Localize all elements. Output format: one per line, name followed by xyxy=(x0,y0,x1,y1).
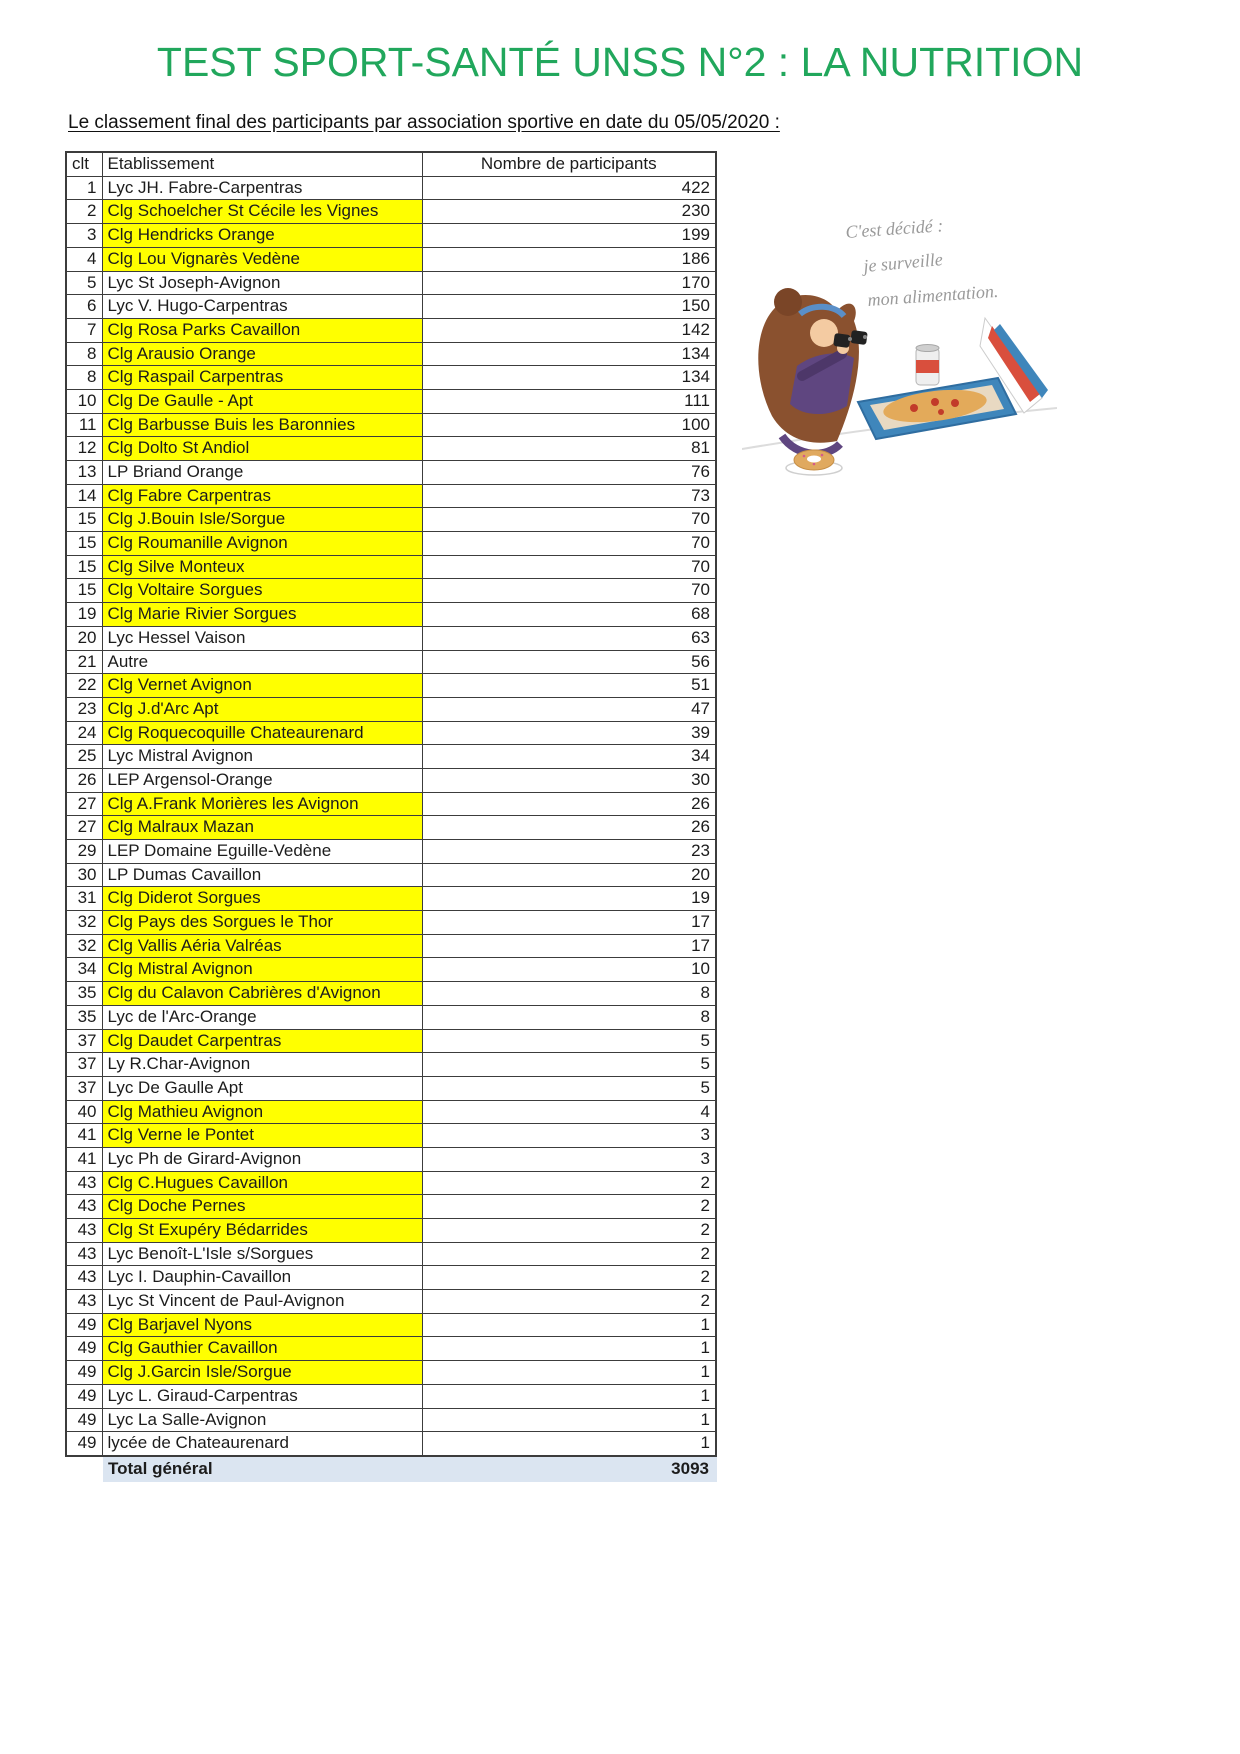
count-cell: 1 xyxy=(422,1361,716,1385)
table-row xyxy=(66,1195,716,1219)
name-cell: Lyc Mistral Avignon xyxy=(102,745,422,769)
table-row xyxy=(66,721,716,745)
name-cell: Clg J.d'Arc Apt xyxy=(102,697,422,721)
rank-cell: 29 xyxy=(66,840,102,864)
name-cell: Clg J.Bouin Isle/Sorgue xyxy=(102,508,422,532)
count-cell: 2 xyxy=(422,1290,716,1314)
name-cell: Clg Vernet Avignon xyxy=(102,674,422,698)
name-cell: Clg Voltaire Sorgues xyxy=(102,579,422,603)
svg-text:mon alimentation.: mon alimentation. xyxy=(866,280,999,310)
table-row xyxy=(66,603,716,627)
count-cell: 56 xyxy=(422,650,716,674)
count-cell: 51 xyxy=(422,674,716,698)
name-cell: LEP Domaine Eguille-Vedène xyxy=(102,840,422,864)
rank-cell: 15 xyxy=(66,532,102,556)
table-row xyxy=(66,366,716,390)
name-cell: Clg Marie Rivier Sorgues xyxy=(102,603,422,627)
name-cell: Clg Schoelcher St Cécile les Vignes xyxy=(102,200,422,224)
name-cell: Clg Dolto St Andiol xyxy=(102,437,422,461)
name-cell: Clg Mistral Avignon xyxy=(102,958,422,982)
rank-cell: 32 xyxy=(66,934,102,958)
count-cell: 1 xyxy=(422,1384,716,1408)
table-row xyxy=(66,579,716,603)
table-row xyxy=(66,745,716,769)
count-cell: 19 xyxy=(422,887,716,911)
table-row xyxy=(66,863,716,887)
rank-cell: 43 xyxy=(66,1171,102,1195)
count-cell: 1 xyxy=(422,1337,716,1361)
girl-with-binoculars-icon xyxy=(758,288,867,454)
rank-cell: 35 xyxy=(66,1005,102,1029)
table-row xyxy=(66,1147,716,1171)
name-cell: Clg Hendricks Orange xyxy=(102,224,422,248)
table-row xyxy=(66,840,716,864)
name-cell: Clg Vallis Aéria Valréas xyxy=(102,934,422,958)
name-cell: Clg Mathieu Avignon xyxy=(102,1100,422,1124)
count-cell: 134 xyxy=(422,366,716,390)
table-row xyxy=(66,461,716,485)
table-row xyxy=(66,200,716,224)
table-row xyxy=(66,792,716,816)
name-cell: Clg Doche Pernes xyxy=(102,1195,422,1219)
col-header-etablissement: Etablissement xyxy=(102,152,422,176)
count-cell: 2 xyxy=(422,1219,716,1243)
col-header-participants: Nombre de participants xyxy=(422,152,716,176)
count-cell: 10 xyxy=(422,958,716,982)
rank-cell: 25 xyxy=(66,745,102,769)
total-row-fill xyxy=(103,1457,717,1482)
table-row xyxy=(66,816,716,840)
count-cell: 199 xyxy=(422,224,716,248)
name-cell: Clg Barbusse Buis les Baronnies xyxy=(102,413,422,437)
table-row xyxy=(66,697,716,721)
name-cell: Clg Arausio Orange xyxy=(102,342,422,366)
donut-icon xyxy=(786,450,842,475)
count-cell: 70 xyxy=(422,508,716,532)
name-cell: Clg St Exupéry Bédarrides xyxy=(102,1219,422,1243)
count-cell: 422 xyxy=(422,176,716,200)
name-cell: Lyc La Salle-Avignon xyxy=(102,1408,422,1432)
rank-cell: 49 xyxy=(66,1361,102,1385)
total-row-spacer xyxy=(65,1457,103,1482)
count-cell: 68 xyxy=(422,603,716,627)
count-cell: 26 xyxy=(422,792,716,816)
rank-cell: 27 xyxy=(66,816,102,840)
table-row xyxy=(66,1361,716,1385)
table-row xyxy=(66,271,716,295)
table-row xyxy=(66,1076,716,1100)
name-cell: Lyc JH. Fabre-Carpentras xyxy=(102,176,422,200)
svg-text:je surveille: je surveille xyxy=(862,249,944,276)
count-cell: 186 xyxy=(422,247,716,271)
name-cell: Lyc de l'Arc-Orange xyxy=(102,1005,422,1029)
count-cell: 230 xyxy=(422,200,716,224)
name-cell: LP Dumas Cavaillon xyxy=(102,863,422,887)
rank-cell: 1 xyxy=(66,176,102,200)
rank-cell: 41 xyxy=(66,1147,102,1171)
rank-cell: 31 xyxy=(66,887,102,911)
count-cell: 70 xyxy=(422,555,716,579)
count-cell: 39 xyxy=(422,721,716,745)
name-cell: Clg Lou Vignarès Vedène xyxy=(102,247,422,271)
count-cell: 63 xyxy=(422,626,716,650)
total-value: 3093 xyxy=(671,1459,709,1479)
name-cell: Lyc V. Hugo-Carpentras xyxy=(102,295,422,319)
table-row xyxy=(66,1053,716,1077)
count-cell: 142 xyxy=(422,318,716,342)
name-cell: Lyc Hessel Vaison xyxy=(102,626,422,650)
col-header-clt: clt xyxy=(66,152,102,176)
table-row xyxy=(66,1242,716,1266)
rank-cell: 43 xyxy=(66,1219,102,1243)
rank-cell: 12 xyxy=(66,437,102,461)
table-row xyxy=(66,1100,716,1124)
table-row xyxy=(66,650,716,674)
table-row xyxy=(66,626,716,650)
name-cell: Ly R.Char-Avignon xyxy=(102,1053,422,1077)
rank-cell: 21 xyxy=(66,650,102,674)
count-cell: 3 xyxy=(422,1147,716,1171)
table-row xyxy=(66,1384,716,1408)
table-row xyxy=(66,532,716,556)
table-row xyxy=(66,295,716,319)
table-row xyxy=(66,1124,716,1148)
count-cell: 30 xyxy=(422,768,716,792)
rank-cell: 49 xyxy=(66,1337,102,1361)
rank-cell: 5 xyxy=(66,271,102,295)
rank-cell: 8 xyxy=(66,342,102,366)
table-row xyxy=(66,437,716,461)
rank-cell: 14 xyxy=(66,484,102,508)
table-row xyxy=(66,555,716,579)
rank-cell: 37 xyxy=(66,1029,102,1053)
name-cell: Clg Gauthier Cavaillon xyxy=(102,1337,422,1361)
rank-cell: 24 xyxy=(66,721,102,745)
rank-cell: 15 xyxy=(66,579,102,603)
name-cell: Clg C.Hugues Cavaillon xyxy=(102,1171,422,1195)
rank-cell: 7 xyxy=(66,318,102,342)
name-cell: Clg Roquecoquille Chateaurenard xyxy=(102,721,422,745)
pizza-box-icon xyxy=(858,318,1048,439)
table-row xyxy=(66,342,716,366)
name-cell: Clg Roumanille Avignon xyxy=(102,532,422,556)
table-row xyxy=(66,982,716,1006)
count-cell: 2 xyxy=(422,1171,716,1195)
rank-cell: 41 xyxy=(66,1124,102,1148)
count-cell: 111 xyxy=(422,389,716,413)
table-row xyxy=(66,934,716,958)
rank-cell: 27 xyxy=(66,792,102,816)
rank-cell: 19 xyxy=(66,603,102,627)
rank-cell: 43 xyxy=(66,1242,102,1266)
name-cell: Lyc Benoît-L'Isle s/Sorgues xyxy=(102,1242,422,1266)
count-cell: 100 xyxy=(422,413,716,437)
total-label: Total général xyxy=(108,1459,213,1479)
total-row xyxy=(65,1457,717,1482)
table-row xyxy=(66,1005,716,1029)
count-cell: 134 xyxy=(422,342,716,366)
rank-cell: 32 xyxy=(66,911,102,935)
rank-cell: 11 xyxy=(66,413,102,437)
rank-cell: 49 xyxy=(66,1384,102,1408)
rank-cell: 49 xyxy=(66,1313,102,1337)
rank-cell: 8 xyxy=(66,366,102,390)
illustration xyxy=(742,206,1057,501)
name-cell: LP Briand Orange xyxy=(102,461,422,485)
table-row xyxy=(66,1290,716,1314)
rank-cell: 3 xyxy=(66,224,102,248)
rank-cell: 20 xyxy=(66,626,102,650)
name-cell: Lyc I. Dauphin-Cavaillon xyxy=(102,1266,422,1290)
rank-cell: 6 xyxy=(66,295,102,319)
rank-cell: 43 xyxy=(66,1266,102,1290)
name-cell: Lyc St Vincent de Paul-Avignon xyxy=(102,1290,422,1314)
name-cell: Clg Diderot Sorgues xyxy=(102,887,422,911)
ranking-table xyxy=(65,151,717,1457)
page-title: TEST SPORT-SANTÉ UNSS N°2 : LA NUTRITION xyxy=(156,39,1084,85)
rank-cell: 15 xyxy=(66,508,102,532)
table-row xyxy=(66,224,716,248)
name-cell: Clg A.Frank Morières les Avignon xyxy=(102,792,422,816)
name-cell: Clg Fabre Carpentras xyxy=(102,484,422,508)
name-cell: Clg Pays des Sorgues le Thor xyxy=(102,911,422,935)
name-cell: Lyc De Gaulle Apt xyxy=(102,1076,422,1100)
rank-cell: 43 xyxy=(66,1195,102,1219)
name-cell: lycée de Chateaurenard xyxy=(102,1432,422,1456)
count-cell: 17 xyxy=(422,911,716,935)
table-row xyxy=(66,911,716,935)
table-row xyxy=(66,887,716,911)
rank-cell: 49 xyxy=(66,1432,102,1456)
count-cell: 1 xyxy=(422,1313,716,1337)
rank-cell: 43 xyxy=(66,1290,102,1314)
table-row xyxy=(66,768,716,792)
table-row xyxy=(66,958,716,982)
rank-cell: 37 xyxy=(66,1076,102,1100)
subtitle: Le classement final des participants par association sportive en date du 05/05/2020 : xyxy=(68,112,780,134)
name-cell: Clg Daudet Carpentras xyxy=(102,1029,422,1053)
rank-cell: 26 xyxy=(66,768,102,792)
table-row xyxy=(66,318,716,342)
table-row xyxy=(66,176,716,200)
rank-cell: 35 xyxy=(66,982,102,1006)
rank-cell: 22 xyxy=(66,674,102,698)
name-cell: Clg Raspail Carpentras xyxy=(102,366,422,390)
name-cell: Clg De Gaulle - Apt xyxy=(102,389,422,413)
table-row xyxy=(66,389,716,413)
name-cell: Clg Barjavel Nyons xyxy=(102,1313,422,1337)
count-cell: 3 xyxy=(422,1124,716,1148)
name-cell: Clg du Calavon Cabrières d'Avignon xyxy=(102,982,422,1006)
rank-cell: 15 xyxy=(66,555,102,579)
rank-cell: 10 xyxy=(66,389,102,413)
count-cell: 4 xyxy=(422,1100,716,1124)
count-cell: 1 xyxy=(422,1408,716,1432)
table-row xyxy=(66,1171,716,1195)
count-cell: 76 xyxy=(422,461,716,485)
table-row xyxy=(66,1266,716,1290)
name-cell: Clg Rosa Parks Cavaillon xyxy=(102,318,422,342)
count-cell: 70 xyxy=(422,579,716,603)
table-row xyxy=(66,1219,716,1243)
svg-text:C'est décidé :: C'est décidé : xyxy=(844,215,944,242)
count-cell: 5 xyxy=(422,1029,716,1053)
name-cell: Lyc St Joseph-Avignon xyxy=(102,271,422,295)
count-cell: 5 xyxy=(422,1076,716,1100)
count-cell: 1 xyxy=(422,1432,716,1456)
count-cell: 150 xyxy=(422,295,716,319)
table-row xyxy=(66,1029,716,1053)
soda-can-icon xyxy=(916,345,939,386)
rank-cell: 13 xyxy=(66,461,102,485)
count-cell: 2 xyxy=(422,1242,716,1266)
count-cell: 8 xyxy=(422,1005,716,1029)
count-cell: 26 xyxy=(422,816,716,840)
name-cell: Lyc L. Giraud-Carpentras xyxy=(102,1384,422,1408)
rank-cell: 23 xyxy=(66,697,102,721)
table-header-row xyxy=(66,152,716,176)
rank-cell: 40 xyxy=(66,1100,102,1124)
count-cell: 47 xyxy=(422,697,716,721)
table-body xyxy=(66,176,716,1456)
table-row xyxy=(66,413,716,437)
count-cell: 20 xyxy=(422,863,716,887)
name-cell: Lyc Ph de Girard-Avignon xyxy=(102,1147,422,1171)
table-row xyxy=(66,1337,716,1361)
table-row xyxy=(66,1432,716,1456)
rank-cell: 2 xyxy=(66,200,102,224)
rank-cell: 4 xyxy=(66,247,102,271)
count-cell: 73 xyxy=(422,484,716,508)
count-cell: 70 xyxy=(422,532,716,556)
rank-cell: 37 xyxy=(66,1053,102,1077)
count-cell: 34 xyxy=(422,745,716,769)
name-cell: Autre xyxy=(102,650,422,674)
table-row xyxy=(66,1408,716,1432)
rank-cell: 30 xyxy=(66,863,102,887)
count-cell: 81 xyxy=(422,437,716,461)
count-cell: 170 xyxy=(422,271,716,295)
count-cell: 5 xyxy=(422,1053,716,1077)
name-cell: Clg J.Garcin Isle/Sorgue xyxy=(102,1361,422,1385)
table-row xyxy=(66,1313,716,1337)
table-row xyxy=(66,484,716,508)
rank-cell: 49 xyxy=(66,1408,102,1432)
handwriting-caption xyxy=(845,215,999,310)
table-row xyxy=(66,674,716,698)
count-cell: 2 xyxy=(422,1266,716,1290)
name-cell: Clg Verne le Pontet xyxy=(102,1124,422,1148)
count-cell: 23 xyxy=(422,840,716,864)
rank-cell: 34 xyxy=(66,958,102,982)
name-cell: LEP Argensol-Orange xyxy=(102,768,422,792)
table-row xyxy=(66,247,716,271)
table-row xyxy=(66,508,716,532)
count-cell: 2 xyxy=(422,1195,716,1219)
name-cell: Clg Malraux Mazan xyxy=(102,816,422,840)
name-cell: Clg Silve Monteux xyxy=(102,555,422,579)
count-cell: 17 xyxy=(422,934,716,958)
count-cell: 8 xyxy=(422,982,716,1006)
